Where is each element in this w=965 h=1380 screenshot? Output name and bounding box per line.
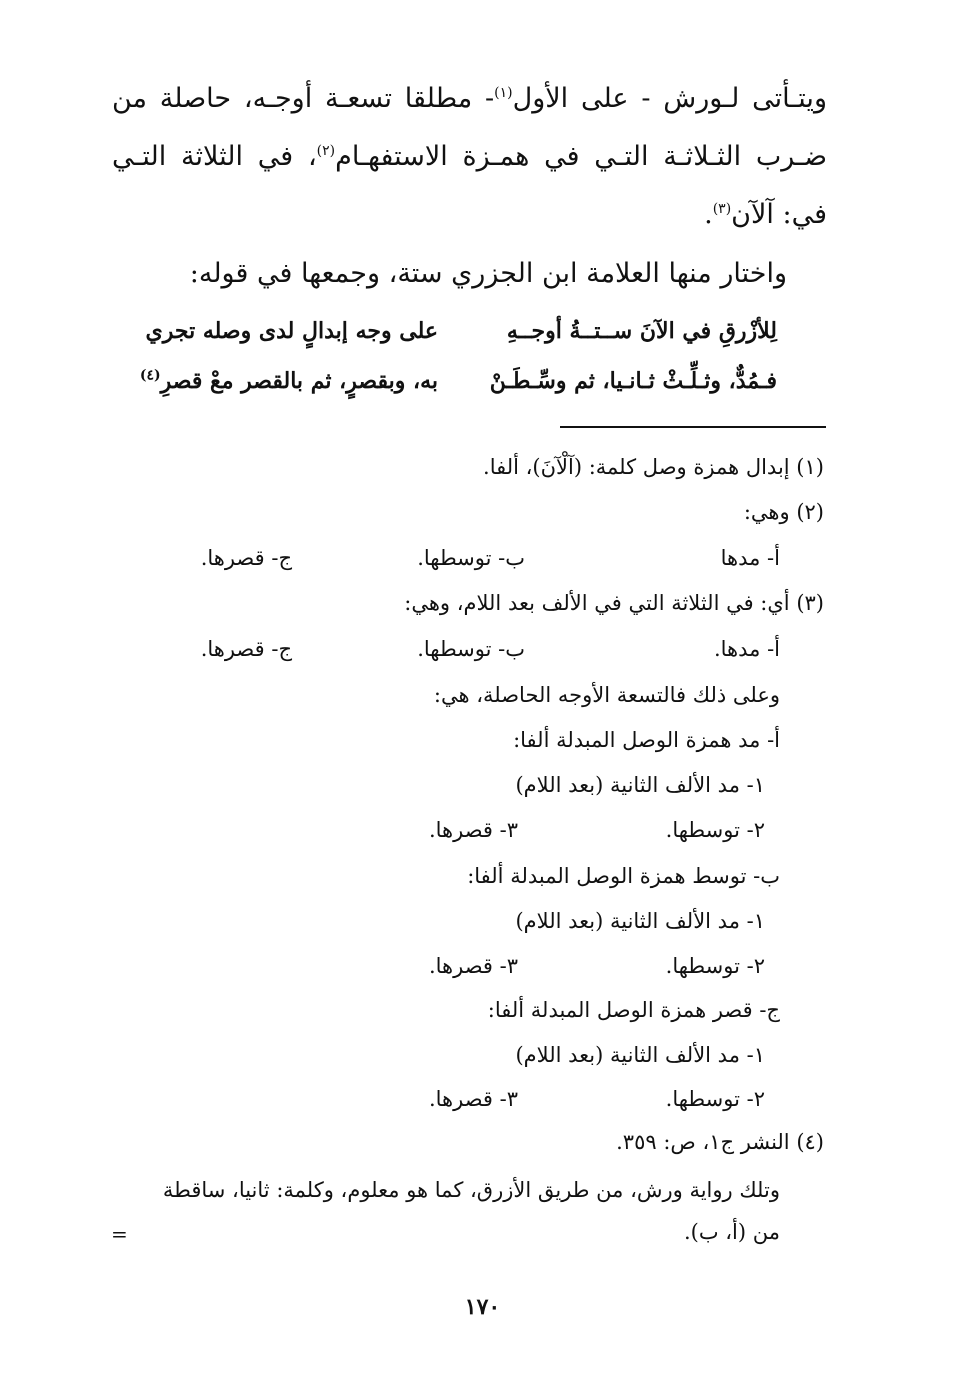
group-b-item-1: ١- مد الألف الثانية (بعد اللام): [515, 909, 765, 933]
group-b-item-2: ٢- توسطها.: [665, 954, 765, 978]
paragraph-1-part-4: .: [704, 199, 713, 230]
group-a-item-3: ٣- قصرها.: [428, 818, 518, 842]
paragraph-1-part-1: ويتـأتى لـورش - على الأول: [512, 83, 827, 114]
group-c-item-3: ٣- قصرها.: [428, 1087, 518, 1111]
group-c-item-2: ٢- توسطها.: [665, 1087, 765, 1111]
footnote-1: (١) إبدال همزة وصل كلمة: (آلْآنَ)، ألفا.: [483, 455, 824, 479]
footnote-2-option-c: ج- قصرها.: [200, 546, 292, 570]
footnote-3-option-a: أ- مدها.: [713, 637, 780, 661]
continuation-mark: =: [111, 1222, 128, 1246]
footnote-3-intro: وعلى ذلك فالتسعة الأوجه الحاصلة، هي:: [433, 683, 780, 707]
footnote-continuation-line-1: وتلك رواية ورش، من طريق الأزرق، كما هو معلوم، وكلمة: ثانيا، ساقطة: [162, 1178, 780, 1202]
footnote-4: (٤) النشر ج١، ص: ٣٥٩.: [616, 1130, 824, 1154]
footnote-3-option-b: ب- توسطها.: [417, 637, 525, 661]
group-c-title: ج- قصر همزة الوصل المبدلة ألفا:: [487, 998, 780, 1022]
verse-line-2-second-hemistich-text: به، وبقصرٍ، ثم بالقصر معْ قصرِ: [160, 368, 438, 394]
main-paragraph-1: [112, 70, 827, 244]
paragraph-1-part-2: - مطلقا تسعـة أوجـه، حاصلة من ضـرب الثـلاثـة التـي في همـزة الاستفهـام: [112, 83, 828, 172]
group-b-title: ب- توسط همزة الوصل المبدلة ألفا:: [467, 864, 780, 888]
footnote-ref-3: (٣): [712, 201, 732, 217]
group-a-item-1: ١- مد الألف الثانية (بعد اللام): [515, 773, 765, 797]
footnote-2-option-b: ب- توسطها.: [417, 546, 525, 570]
paragraph-1-part-3: ، في الثلاثة التـي في: آلآن: [112, 141, 827, 230]
page-number: ١٧٠: [464, 1294, 501, 1320]
verse-line-1-first-hemistich: لِلأزْرقِ في الآنَ ســتــةُ أوجــهِ: [506, 318, 777, 344]
footnote-2: (٢) وهي:: [743, 500, 824, 524]
footnote-ref-2: (٢): [316, 143, 336, 159]
footnote-2-option-a: أ- مدها: [720, 546, 780, 570]
footnote-continuation-line-2: من (أ، ب).: [683, 1220, 780, 1244]
group-a-title: أ- مد همزة الوصل المبدلة ألفا:: [513, 728, 780, 752]
footnote-ref-1: (١): [494, 85, 513, 101]
footnote-ref-4: (٤): [139, 367, 161, 384]
verse-line-1-second-hemistich: على وجه إبدالٍ لدى وصله تجري: [145, 318, 438, 344]
verse-line-2-first-hemistich: فـمُدٌّ، وثـلِّـثْ ثـانـيا، ثم وسِّـطَـنْ: [489, 368, 777, 394]
group-c-item-1: ١- مد الألف الثانية (بعد اللام): [515, 1043, 765, 1067]
footnote-3: (٣) أي: في الثلاثة التي في الألف بعد اللام، وهي:: [404, 591, 824, 615]
group-b-item-3: ٣- قصرها.: [428, 954, 518, 978]
main-paragraph-2: واختار منها العلامة ابن الجزري ستة، وجمعها في قوله:: [189, 258, 787, 289]
footnote-3-option-c: ج- قصرها.: [200, 637, 292, 661]
verse-line-2-second-hemistich: [140, 368, 438, 394]
group-a-item-2: ٢- توسطها.: [665, 818, 765, 842]
footnote-separator: [560, 426, 826, 428]
